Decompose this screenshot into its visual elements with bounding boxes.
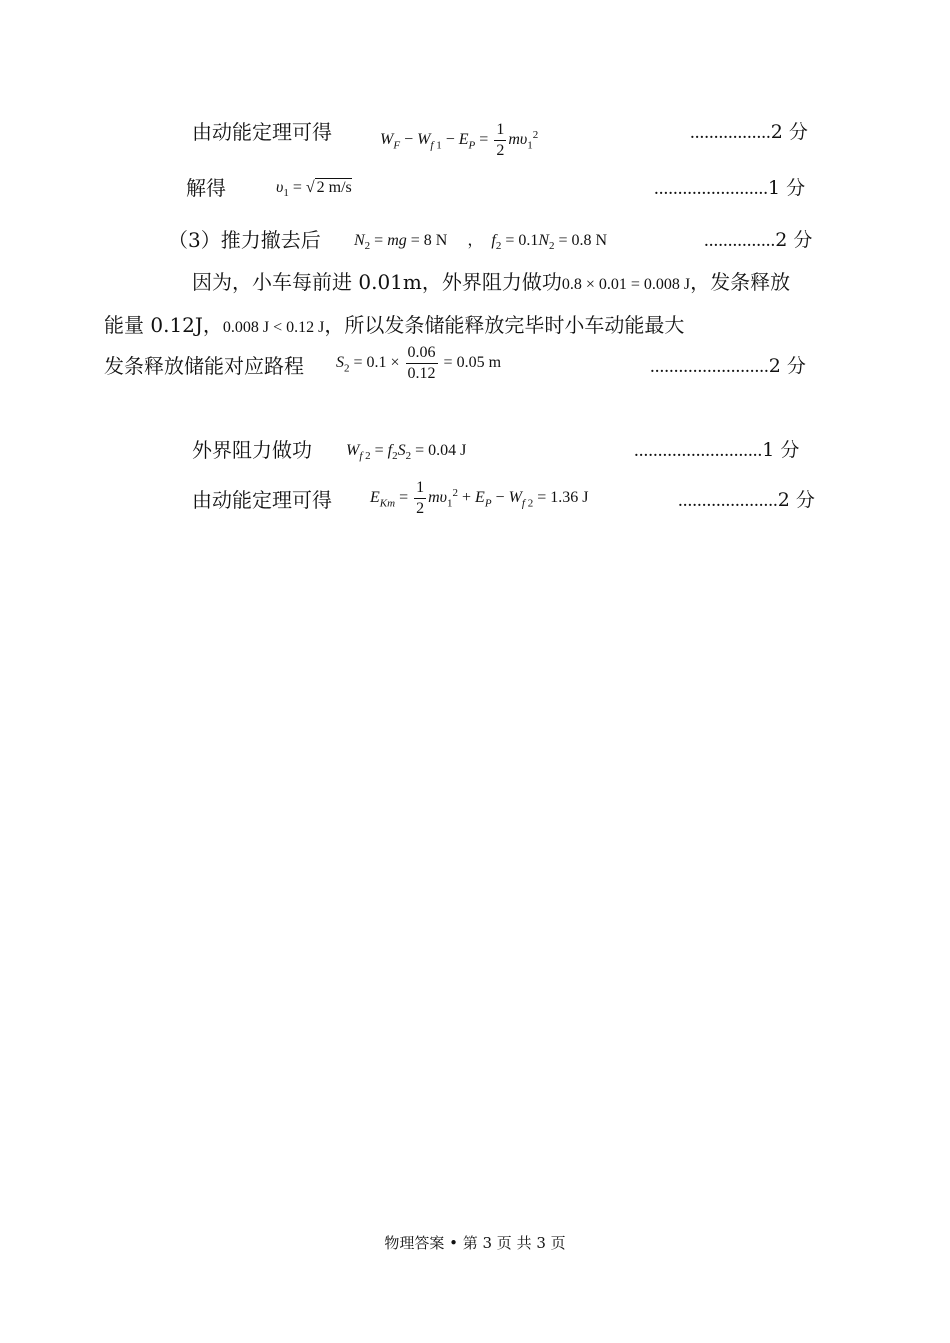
line-5 bbox=[104, 313, 684, 340]
line-7-label: 外界阻力做功 bbox=[192, 438, 312, 462]
line-6-label: 发条释放储能对应路程 bbox=[104, 354, 304, 378]
page-footer: 物理答案 • 第 3 页 共 3 页 bbox=[384, 1234, 566, 1252]
line-3-label: （3）推力撤去后 bbox=[168, 228, 321, 252]
line-1-dots: .................2 分 bbox=[690, 121, 808, 143]
equation-work-energy-1: $W_F - W_{f 1} - E_P$ = $\frac{1}{2}$ $m\upsilon_1^2$ bbox=[380, 121, 539, 159]
line-1-label: 由动能定理可得 bbox=[192, 120, 332, 144]
line-6-dots: .........................2 分 bbox=[650, 355, 806, 377]
line-5-text-a: 能量 0.12J， bbox=[104, 313, 223, 337]
line-2-dots: ........................1 分 bbox=[654, 177, 806, 199]
line-3-dots: ...............2 分 bbox=[704, 229, 813, 251]
equation-resistance-work: $W_{f 2} = f_2S_2 = 0.04$ J bbox=[346, 442, 467, 463]
line-7-dots: ...........................1 分 bbox=[634, 439, 800, 461]
line-4-eq: 0.8 × 0.01 = 0.008 J bbox=[561, 276, 691, 293]
sqrt-value: 2 m/s bbox=[316, 179, 352, 196]
line-8-dots: .....................2 分 bbox=[678, 489, 815, 511]
line-5-eq: 0.008 J < 0.12 J bbox=[222, 319, 325, 336]
line-2-label: 解得 bbox=[186, 176, 226, 200]
line-4-text-b: ，发条释放 bbox=[690, 270, 791, 294]
equation-normal-force: $N_2$ = mg = 8 N ， $f_2 = 0.1N_2 = 0.8$ N bbox=[354, 232, 608, 253]
line-8-label: 由动能定理可得 bbox=[192, 488, 332, 512]
equation-path-s2: $S_2 = 0.1$ × $\frac{0.06}{0.12}$ = 0.05 m bbox=[336, 344, 502, 382]
line-4 bbox=[192, 270, 790, 297]
equation-max-kinetic-energy: $E_{Km}$ = $\frac{1}{2}$ $m\upsilon_1^2 + E_P - W_{f 2} = 1.36$ J bbox=[370, 479, 589, 517]
line-5-text-b: ，所以发条储能释放完毕时小车动能最大 bbox=[324, 313, 685, 337]
equation-v1: $\upsilon_1$ = √ 2 m/s bbox=[276, 179, 352, 200]
line-4-text-a: 因为，小车每前进 0.01m，外界阻力做功 bbox=[192, 270, 562, 294]
